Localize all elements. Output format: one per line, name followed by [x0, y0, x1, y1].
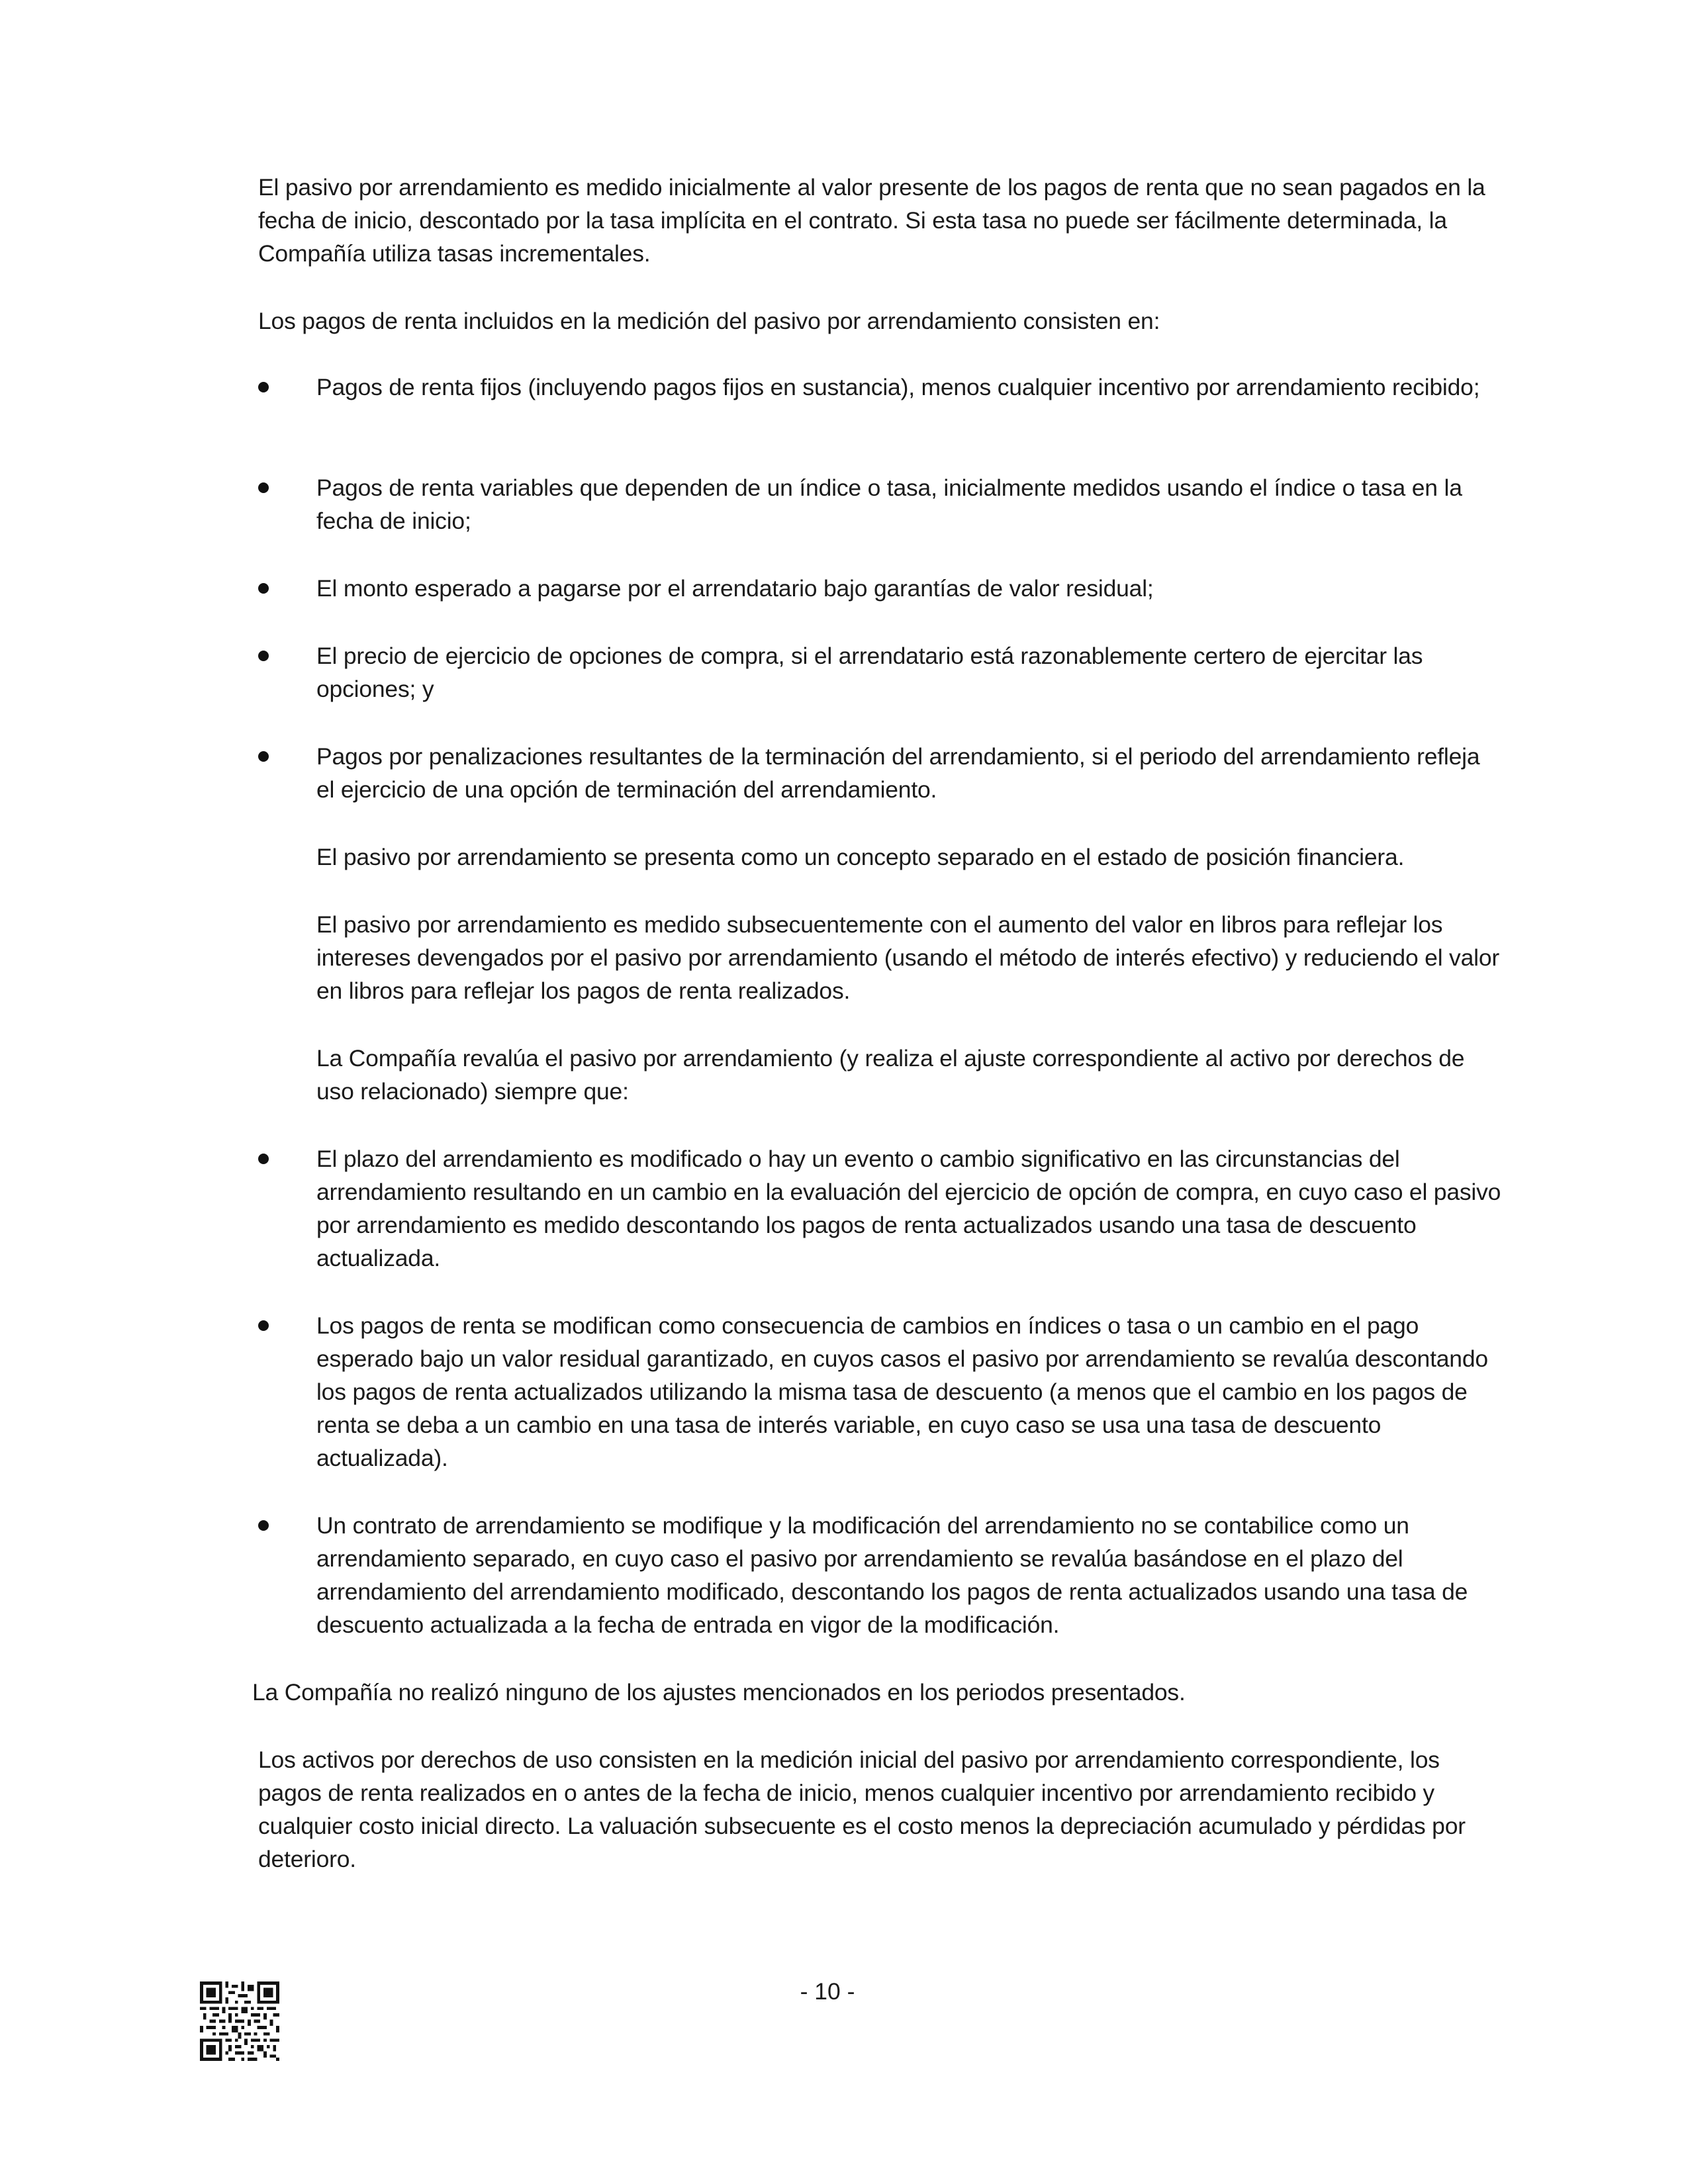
paragraph-subsequent-measurement: El pasivo por arrendamiento es medido subsecuentemente con el aumento del valor en libros para reflejar los intereses devengados por el pasivo por arrendamiento (usando el método de interés efectivo) y reduciendo el valor en libros para reflejar los pagos de renta realizados. [316, 911, 1499, 1004]
list-item-text: Un contrato de arrendamiento se modifique y la modificación del arrendamiento no se contabilice como un arrendamiento separado, en cuyo caso el pasivo por arrendamiento se revalúa basándose en el plazo del arrendamiento del arrendamiento modificado, descontando los pagos de renta actualizados usando una tasa de descuento actualizada a la fecha de entrada en vigor de la modificación. [316, 1512, 1468, 1638]
list-item-text: Pagos de renta variables que dependen de un índice o tasa, inicialmente medidos usando el índice o tasa en la fecha de inicio; [316, 475, 1462, 534]
paragraph-right-of-use-assets: Los activos por derechos de uso consisten en la medición inicial del pasivo por arrendamiento correspondiente, los pagos de renta realizados en o antes de la fecha de inicio, menos cualquier incentivo por arrendamiento recibido y cualquier costo inicial directo. La valuación subsecuente es el costo menos la depreciación acumulado y pérdidas por deterioro. [258, 1747, 1466, 1872]
list-item-text: El precio de ejercicio de opciones de compra, si el arrendatario está razonablemente certero de ejercitar las opciones; y [316, 643, 1423, 702]
bullet-icon [258, 1520, 269, 1531]
bullet-icon [258, 1320, 269, 1331]
bullet-icon [258, 751, 269, 762]
list-item-text: Pagos de renta fijos (incluyendo pagos fijos en sustancia), menos cualquier incentivo por arrendamiento recibido; [316, 374, 1480, 400]
qr-code-icon [200, 1981, 279, 2061]
paragraph-initial-measurement: El pasivo por arrendamiento es medido inicialmente al valor presente de los pagos de renta que no sean pagados en la fecha de inicio, descontado por la tasa implícita en el contrato. Si esta tasa no puede ser fácilmente determinada, la Compañía utiliza tasas incrementales. [258, 174, 1485, 267]
paragraph-remeasurement-intro: La Compañía revalúa el pasivo por arrendamiento (y realiza el ajuste correspondiente al activo por derechos de uso relacionado) siempre que: [316, 1045, 1465, 1105]
paragraph-separate-concept: El pasivo por arrendamiento se presenta como un concepto separado en el estado de posición financiera. [316, 844, 1405, 870]
list-item-text: El plazo del arrendamiento es modificado o hay un evento o cambio significativo en las circunstancias del arrendamiento resultando en un cambio en la evaluación del ejercicio de opción de compra, en cuyo caso el pasivo por arrendamiento es medido descontando los pagos de renta actualizados usando una tasa de descuento actualizada. [316, 1146, 1501, 1271]
bullet-icon [258, 651, 269, 661]
list-item-text: El monto esperado a pagarse por el arrendatario bajo garantías de valor residual; [316, 575, 1154, 602]
paragraph-no-adjustments: La Compañía no realizó ninguno de los ajustes mencionados en los periodos presentados. [252, 1679, 1186, 1706]
bullet-icon [258, 482, 269, 493]
bullet-icon [258, 1154, 269, 1164]
paragraph-payments-intro: Los pagos de renta incluidos en la medición del pasivo por arrendamiento consisten en: [258, 308, 1160, 334]
list-item-text: Pagos por penalizaciones resultantes de la terminación del arrendamiento, si el periodo del arrendamiento refleja el ejercicio de una opción de terminación del arrendamiento. [316, 743, 1480, 803]
bullet-icon [258, 382, 269, 392]
bullet-icon [258, 583, 269, 594]
page-number: - 10 - [800, 1978, 855, 2005]
list-item-text: Los pagos de renta se modifican como consecuencia de cambios en índices o tasa o un cambio en el pago esperado bajo un valor residual garantizado, en cuyos casos el pasivo por arrendamiento se revalúa descontando los pagos de renta actualizados utilizando la misma tasa de descuento (a menos que el cambio en los pagos de renta se deba a un cambio en una tasa de interés variable, en cuyo caso se usa una tasa de descuento actualizada). [316, 1312, 1488, 1471]
